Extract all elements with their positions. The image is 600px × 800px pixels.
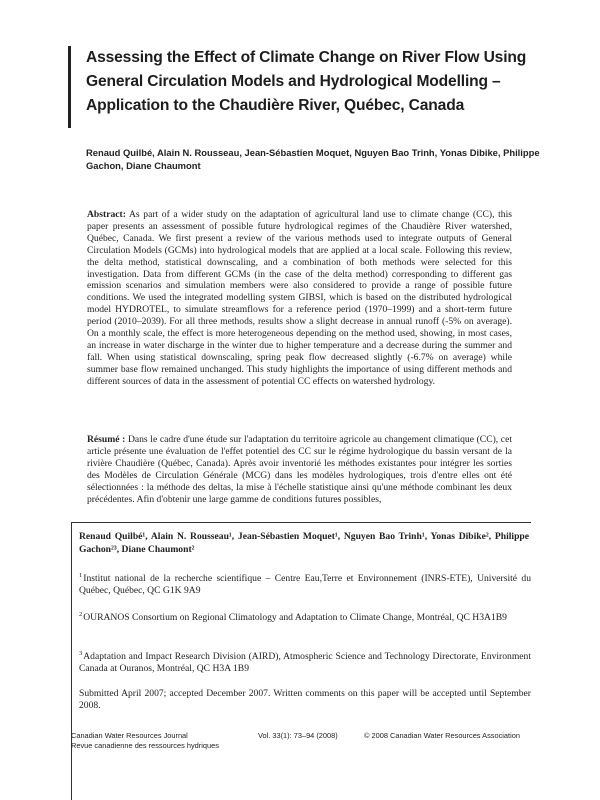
resume-text: Dans le cadre d'une étude sur l'adaptation du territoire agricole au changement climatique (CC), cet article présente une évaluation de l'effet potentiel des CC sur le régime hydrologique du bassin versant de la rivière Chaudière (Québec, Canada). Après avoir inventorié les méthodes existantes pour intégrer les sorties des Modèles de Circulation Générale (MCG) dans les modèles hydrologiques, trois d'entre elles ont été sélectionnées : la méthode des deltas, la mise à l'échelle statistique ainsi qu'une méthode combinant les deux précédentes. Afin d'obtenir une large gamme de conditions futures possibles, [87,434,512,505]
author-box-names: Renaud Quilbé¹, Alain N. Rousseau¹, Jean-Sébastien Moquet¹, Nguyen Bao Trinh¹, Yonas Dibike², Philippe Gachon²³, Diane Chaumont² [79,531,529,555]
footer-volume: Vol. 33(1): 73–94 (2008) [258,731,338,740]
affiliation-2-text: OURANOS Consortium on Regional Climatology and Adaptation to Climate Change, Montréal, QC H3A1B9 [83,612,507,623]
affiliation-2 [79,609,531,624]
footer-copyright: © 2008 Canadian Water Resources Association [364,731,520,740]
resume-heading: Résumé : [87,434,126,445]
affiliation-1-number: 1 [79,572,83,579]
resume [87,434,512,505]
author-box-top-rule [71,522,531,523]
affiliation-2-number: 2 [79,611,83,618]
affiliation-3 [79,648,531,676]
author-list: Renaud Quilbé, Alain N. Rousseau, Jean-Sébastien Moquet, Nguyen Bao Trinh, Yonas Dibike, Philippe Gachon, Diane Chaumont [86,147,540,171]
abstract-text: As part of a wider study on the adaptation of agricultural land use to climate change (CC), this paper presents an assessment of possible future hydrological regimes of the Chaudière River watershed, Québec, Canada. We first present a review of the various methods used to integrate outputs of General Circulation Models (GCMs) into hydrological models that are applied at a local scale. Following this review, the delta method, statistical downscaling, and a combination of both methods were selected for this investigation. Data from different GCMs (in the case of the delta method) corresponding to different gas emission scenarios and simulation members were also considered to provide a range of possible future conditions. We used the integrated modelling system GIBSI, which is based on the distributed hydrological model HYDROTEL, to simulate streamflows for a reference period (1970–1999) and a short-term future period (2010–2039). For all three methods, results show a slight decrease in annual runoff (-5% on average). On a monthly scale, the effect is more heterogeneous depending on the method used, showing, in most cases, an increase in water discharge in the winter due to higher temperature and a decrease during the summer and fall. When using statistical downscaling, spring peak flow decreased slightly (-6.7% on average) while summer base flow remained unchanged. This study highlights the importance of using different methods and different sources of data in the assessment of potential CC effects on watershed hydrology. [87,209,512,387]
author-box-left-rule [71,522,72,800]
abstract [87,209,512,388]
affiliation-3-number: 3 [79,650,83,657]
title-accent-bar [68,46,71,128]
footer-journal [71,731,251,751]
affiliation-3-text: Adaptation and Impact Research Division (AIRD), Atmospheric Science and Technology Directorate, Environment Canada at Ouranos, Montréal, QC H3A 1B9 [79,651,531,675]
affiliation-1-text: Institut national de la recherche scientifique – Centre Eau,Terre et Environnement (INRS-ETE), Université du Québec, Québec, QC G1K 9A9 [79,573,531,597]
footer-journal-en: Canadian Water Resources Journal [71,731,188,740]
paper-title: Assessing the Effect of Climate Change on River Flow Using General Circulation Models and Hydrological Modelling – Application to the Chaudière River, Québec, Canada [86,49,527,114]
abstract-heading: Abstract: [87,209,126,220]
affiliation-1 [79,570,531,598]
submission-note: Submitted April 2007; accepted December 2007. Written comments on this paper will be accepted until September 2008. [79,688,531,712]
footer-journal-fr: Revue canadienne des ressources hydriques [71,741,219,750]
